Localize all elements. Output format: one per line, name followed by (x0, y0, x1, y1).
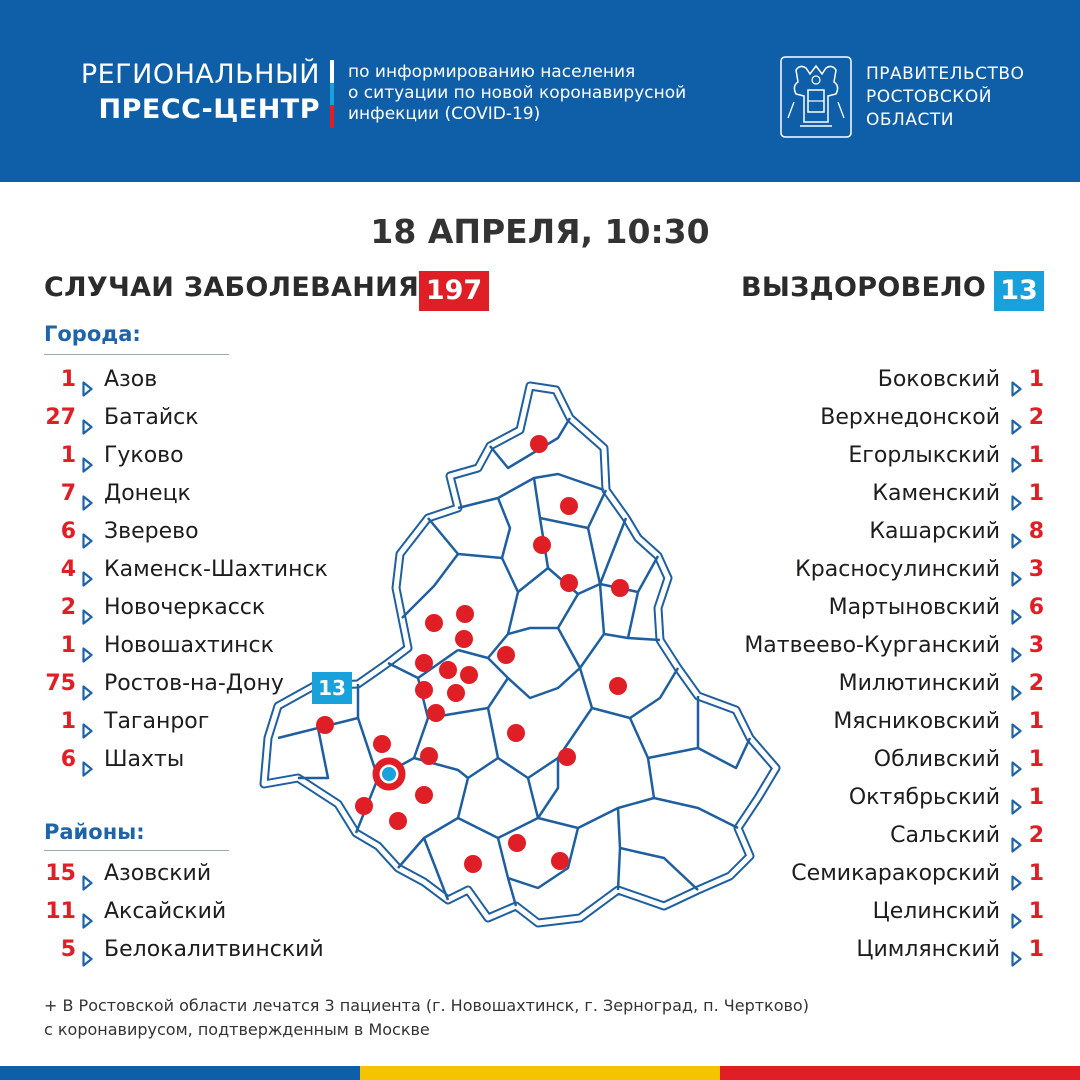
case-count: 2 (60, 595, 76, 620)
place-name: Ростов-на-Дону (104, 671, 284, 696)
chevron-right-icon (82, 486, 93, 502)
cities-title: Города: (44, 322, 141, 346)
chevron-right-icon (82, 600, 93, 616)
government-line-3: ОБЛАСТИ (866, 110, 954, 130)
case-marker (560, 497, 578, 515)
chevron-right-icon (1011, 828, 1022, 844)
case-marker (460, 666, 478, 684)
chevron-right-icon (1011, 600, 1022, 616)
case-marker (415, 681, 433, 699)
footnote-line-2: с коронавирусом, подтвержденным в Москве (44, 1020, 430, 1039)
case-marker (611, 579, 629, 597)
chevron-right-icon (1011, 942, 1022, 958)
chevron-right-icon (82, 372, 93, 388)
place-name: Новочеркасск (104, 595, 266, 620)
subtitle-line-1: по информированию населения (348, 62, 636, 82)
case-marker (456, 605, 474, 623)
place-name: Егорлыкский (848, 443, 1000, 468)
cases-total-badge: 197 (419, 271, 489, 311)
case-marker (425, 614, 443, 632)
case-count: 7 (60, 481, 76, 506)
place-name: Кашарский (869, 519, 1000, 544)
coat-of-arms-icon (780, 56, 852, 138)
chevron-right-icon (1011, 372, 1022, 388)
place-name: Матвеево-Курганский (744, 633, 1000, 658)
place-name: Обливский (873, 747, 1000, 772)
case-count: 8 (1028, 519, 1044, 544)
place-name: Семикаракорский (791, 861, 1000, 886)
case-count: 6 (1028, 595, 1044, 620)
case-marker (560, 574, 578, 592)
case-marker (415, 654, 433, 672)
case-marker (420, 747, 438, 765)
case-marker (439, 661, 457, 679)
case-marker (551, 852, 569, 870)
place-name: Аксайский (104, 899, 227, 924)
place-name: Каменск-Шахтинск (104, 557, 328, 582)
brand-line-2: ПРЕСС-ЦЕНТР (98, 94, 320, 125)
case-marker (316, 716, 334, 734)
chevron-right-icon (1011, 562, 1022, 578)
place-name: Милютинский (838, 671, 1000, 696)
place-name: Азов (104, 367, 158, 392)
government-line-1: ПРАВИТЕЛЬСТВО (866, 64, 1025, 84)
place-name: Гуково (104, 443, 184, 468)
subtitle-line-3: инфекции (COVID-19) (348, 104, 541, 124)
case-count: 1 (1028, 861, 1044, 886)
case-marker (497, 646, 515, 664)
case-count: 2 (1028, 671, 1044, 696)
place-name: Новошахтинск (104, 633, 274, 658)
recovered-label: ВЫЗДОРОВЕЛО (741, 272, 987, 303)
place-name: Шахты (104, 747, 185, 772)
place-name: Верхнедонской (820, 405, 1000, 430)
case-count: 2 (1028, 405, 1044, 430)
map-recovered-badge: 13 (312, 672, 352, 704)
case-count: 1 (60, 443, 76, 468)
chevron-right-icon (82, 676, 93, 692)
place-name: Белокалитвинский (104, 937, 324, 962)
case-count: 1 (1028, 443, 1044, 468)
place-name: Мясниковский (833, 709, 1000, 734)
case-count: 1 (60, 367, 76, 392)
case-marker (389, 812, 407, 830)
report-date: 18 АПРЕЛЯ, 10:30 (370, 212, 710, 251)
case-marker (558, 748, 576, 766)
header (0, 0, 1080, 182)
case-count: 1 (1028, 709, 1044, 734)
case-count: 6 (60, 747, 76, 772)
case-count: 15 (45, 861, 76, 886)
case-marker (530, 435, 548, 453)
chevron-right-icon (1011, 866, 1022, 882)
flag-stripe (330, 60, 334, 128)
chevron-right-icon (82, 904, 93, 920)
place-name: Цимлянский (856, 937, 1000, 962)
chevron-right-icon (82, 942, 93, 958)
case-count: 1 (1028, 785, 1044, 810)
case-marker (533, 536, 551, 554)
chevron-right-icon (1011, 638, 1022, 654)
place-name: Красносулинский (795, 557, 1000, 582)
place-name: Донецк (104, 481, 191, 506)
chevron-right-icon (82, 524, 93, 540)
chevron-right-icon (1011, 448, 1022, 464)
case-count: 1 (60, 633, 76, 658)
divider (44, 354, 229, 355)
case-count: 3 (1028, 633, 1044, 658)
case-marker (415, 786, 433, 804)
place-name: Целинский (872, 899, 1000, 924)
case-count: 1 (1028, 747, 1044, 772)
case-marker (355, 797, 373, 815)
case-marker (427, 704, 445, 722)
case-marker (507, 724, 525, 742)
place-name: Зверево (104, 519, 199, 544)
case-count: 6 (60, 519, 76, 544)
case-count: 1 (60, 709, 76, 734)
case-count: 1 (1028, 367, 1044, 392)
chevron-right-icon (1011, 714, 1022, 730)
recovered-total-badge: 13 (994, 271, 1044, 311)
brand-line-1: РЕГИОНАЛЬНЫЙ (80, 59, 320, 90)
government-line-2: РОСТОВСКОЙ (866, 87, 992, 107)
footnote (44, 994, 809, 1042)
divider (44, 850, 229, 851)
case-count: 4 (60, 557, 76, 582)
chevron-right-icon (1011, 752, 1022, 768)
place-name: Батайск (104, 405, 199, 430)
case-count: 1 (1028, 481, 1044, 506)
case-count: 5 (60, 937, 76, 962)
chevron-right-icon (1011, 486, 1022, 502)
case-count: 11 (45, 899, 76, 924)
brand (81, 58, 320, 128)
chevron-right-icon (82, 448, 93, 464)
place-name: Таганрог (104, 709, 210, 734)
chevron-right-icon (82, 562, 93, 578)
case-count: 2 (1028, 823, 1044, 848)
chevron-right-icon (82, 410, 93, 426)
chevron-right-icon (82, 866, 93, 882)
case-count: 3 (1028, 557, 1044, 582)
case-marker (447, 684, 465, 702)
case-marker (464, 855, 482, 873)
place-name: Мартыновский (828, 595, 1000, 620)
place-name: Октябрьский (848, 785, 1000, 810)
chevron-right-icon (1011, 524, 1022, 540)
rostov-marker-center (382, 767, 396, 781)
footnote-line-1: + В Ростовской области лечатся 3 пациента (г. Новошахтинск, г. Зерноград, п. Чертково) (44, 996, 809, 1015)
place-name: Сальский (890, 823, 1000, 848)
government-title (866, 63, 1024, 132)
case-marker (455, 630, 473, 648)
place-name: Азовский (104, 861, 212, 886)
place-name: Боковский (877, 367, 1000, 392)
case-count: 27 (45, 405, 76, 430)
header-subtitle (348, 62, 738, 125)
chevron-right-icon (82, 638, 93, 654)
districts-title: Районы: (44, 820, 145, 844)
case-count: 75 (45, 671, 76, 696)
chevron-right-icon (1011, 676, 1022, 692)
region-map (258, 378, 798, 953)
case-count: 1 (1028, 899, 1044, 924)
bottom-color-bar (0, 1066, 1080, 1080)
chevron-right-icon (1011, 790, 1022, 806)
case-marker (508, 834, 526, 852)
chevron-right-icon (1011, 904, 1022, 920)
place-name: Каменский (872, 481, 1000, 506)
subtitle-line-2: о ситуации по новой коронавирусной (348, 83, 687, 103)
case-marker (609, 677, 627, 695)
chevron-right-icon (82, 752, 93, 768)
case-count: 1 (1028, 937, 1044, 962)
chevron-right-icon (1011, 410, 1022, 426)
cases-label: СЛУЧАИ ЗАБОЛЕВАНИЯ (44, 272, 420, 303)
case-marker (373, 735, 391, 753)
chevron-right-icon (82, 714, 93, 730)
